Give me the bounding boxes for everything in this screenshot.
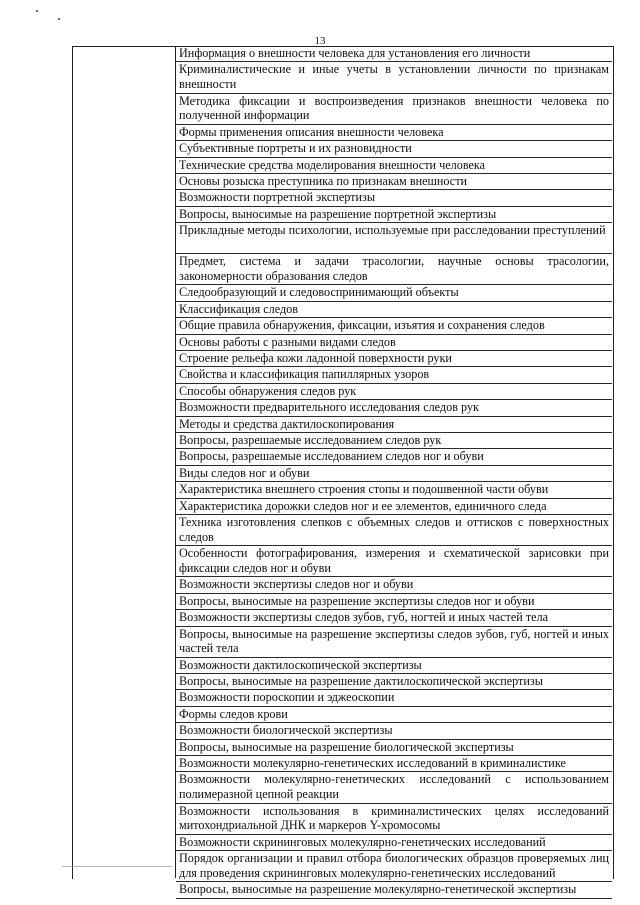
topic-text: Возможности экспертизы следов зубов, губ, ногтей и иных частей тела <box>179 610 549 625</box>
table-row <box>176 772 612 803</box>
table-row <box>176 158 612 174</box>
topic-text: Возможности молекулярно-генетических исследований с использованием полимеразной цепной реакции <box>179 772 609 802</box>
topic-text: Возможности дактилоскопической экспертизы <box>179 657 422 672</box>
topic-text: Возможности молекулярно-генетических исследований в криминалистике <box>179 756 566 771</box>
topic-text: Вопросы, разрешаемые исследованием следов рук <box>179 433 442 447</box>
topic-text: Вопросы, выносимые на разрешение молекулярно-генетической экспертизы <box>179 882 577 897</box>
topic-text: Возможности предварительного исследования следов рук <box>179 400 479 415</box>
table-row <box>176 882 612 898</box>
table-row <box>176 690 612 706</box>
table-row <box>176 658 612 674</box>
table-row <box>176 254 612 285</box>
table-row <box>176 384 612 400</box>
topic-text: Возможности скрининговых молекулярно-генетических исследований <box>179 834 546 849</box>
topic-text: Способы обнаружения следов рук <box>179 383 357 398</box>
table-row <box>176 141 612 157</box>
table-row <box>176 466 612 482</box>
topic-text: Прикладные методы психологии, используемые при расследовании преступлений <box>179 223 606 238</box>
topic-text: Общие правила обнаружения, фиксации, изъятия и сохранения следов <box>179 318 545 333</box>
table-row <box>176 318 612 334</box>
topic-text: Формы следов крови <box>179 706 288 721</box>
table-row <box>176 577 612 593</box>
scan-speck <box>36 10 38 12</box>
table-row <box>176 756 612 772</box>
topic-text: Вопросы, выносимые на разрешение экспертизы следов зубов, губ, ногтей и иных частей тела <box>179 626 609 656</box>
topics-table <box>176 46 612 899</box>
table-row <box>176 302 612 318</box>
topic-text: Техника изготовления слепков с объемных следов и оттисков с поверхностных следов <box>179 514 609 544</box>
table-row <box>176 125 612 141</box>
table-row <box>176 610 612 626</box>
topic-text: Особенности фотографирования, измерения и схематической зарисовки при фиксации следов ног и обуви <box>179 546 609 575</box>
topic-text: Вопросы, разрешаемые исследованием следов ног и обуви <box>179 449 484 464</box>
topic-text: Следообразующий и следовоспринимающий объекты <box>179 285 459 300</box>
topic-text: Свойства и классификация папиллярных узоров <box>179 367 430 382</box>
topic-text: Информация о внешности человека для установления его личности <box>179 46 531 60</box>
topic-text: Классификация следов <box>179 301 299 316</box>
table-row <box>176 449 612 465</box>
table-row <box>176 515 612 546</box>
table-row <box>176 594 612 610</box>
table-row <box>176 707 612 723</box>
table-row <box>176 674 612 690</box>
page-number: 13 <box>314 35 326 47</box>
table-row <box>176 335 612 351</box>
topic-text: Возможности использования в криминалистических целях исследований митохондриальной ДНК и маркеров Y-хромосомы <box>179 803 609 833</box>
table-row <box>176 400 612 416</box>
table-row <box>176 482 612 498</box>
table-row <box>176 627 612 658</box>
topic-text: Возможности биологической экспертизы <box>179 723 393 738</box>
topic-text: Формы применения описания внешности человека <box>179 124 444 139</box>
topic-text: Предмет, система и задачи трасологии, научные основы трасологии, закономерности образования следов <box>179 254 609 284</box>
scan-speck <box>58 18 60 20</box>
topic-text: Методы и средства дактилоскопирования <box>179 416 395 431</box>
topic-text: Вопросы, выносимые на разрешение дактилоскопической экспертизы <box>179 674 543 689</box>
topic-text: Криминалистические и иные учеты в установлении личности по признакам внешности <box>179 62 609 92</box>
topic-text: Методика фиксации и воспроизведения признаков внешности человека по полученной информации <box>179 93 609 123</box>
table-row <box>176 207 612 223</box>
topic-text: Возможности пороскопии и эджеоскопии <box>179 690 395 705</box>
topic-text: Основы розыска преступника по признакам внешности <box>179 173 468 188</box>
table-row <box>176 174 612 190</box>
topic-text: Возможности портретной экспертизы <box>179 190 376 205</box>
topic-text: Характеристика дорожки следов ног и ее элементов, единичного следа <box>179 498 547 513</box>
topic-text: Строение рельефа кожи ладонной поверхности руки <box>179 351 452 366</box>
table-row <box>176 851 612 882</box>
left-column-faint-rule <box>62 866 172 867</box>
table-row <box>176 546 612 577</box>
table-row <box>176 417 612 433</box>
table-row <box>176 351 612 367</box>
table-row <box>176 46 612 62</box>
table-row <box>176 285 612 301</box>
topic-text: Вопросы, выносимые на разрешение портретной экспертизы <box>179 206 497 221</box>
table-row <box>176 433 612 449</box>
table-row <box>176 804 612 835</box>
table-row <box>176 94 612 125</box>
topic-text: Порядок организации и правил отбора биологических образцов проверяемых лиц для проведения скрининговых молекулярно-генетических исследований <box>179 851 609 880</box>
table-row <box>176 367 612 383</box>
topic-text: Технические средства моделирования внешности человека <box>179 157 486 172</box>
topic-text: Виды следов ног и обуви <box>179 465 310 480</box>
table-row <box>176 62 612 93</box>
topic-text: Субъективные портреты и их разновидности <box>179 141 412 156</box>
table-row <box>176 190 612 206</box>
topic-text: Возможности экспертизы следов ног и обуви <box>179 577 414 592</box>
table-row <box>176 223 612 254</box>
table-row <box>176 740 612 756</box>
topic-text: Характеристика внешнего строения стопы и подошвенной части обуви <box>179 482 549 497</box>
topic-text: Вопросы, выносимые на разрешение экспертизы следов ног и обуви <box>179 593 535 608</box>
table-row <box>176 835 612 851</box>
table-row <box>176 723 612 739</box>
topic-text: Вопросы, выносимые на разрешение биологической экспертизы <box>179 739 514 754</box>
topic-text: Основы работы с разными видами следов <box>179 334 396 349</box>
table-row <box>176 499 612 515</box>
